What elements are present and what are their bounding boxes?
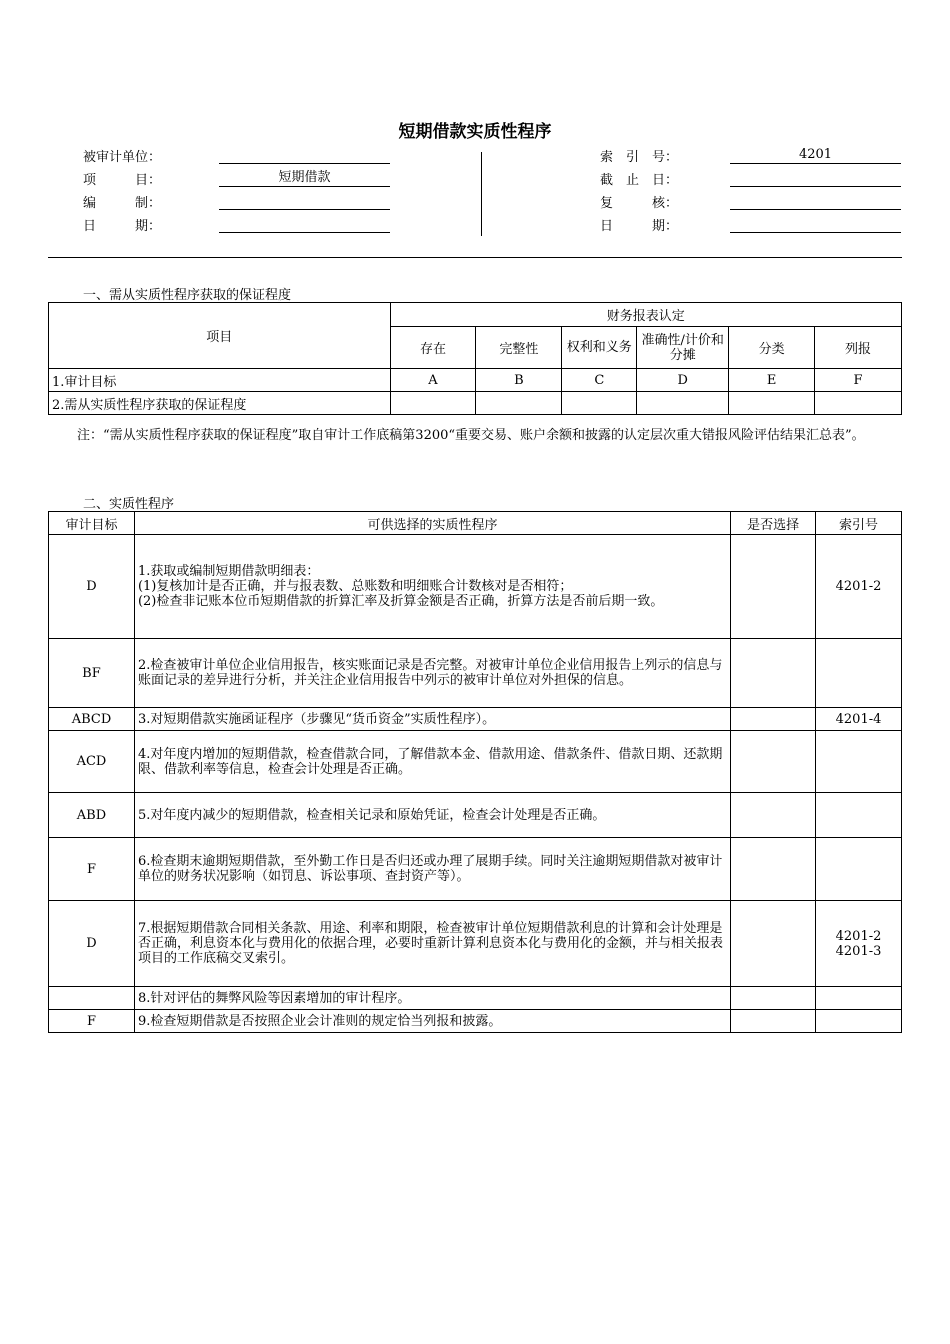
assurance-cell[interactable]	[562, 392, 637, 415]
assurance-cell[interactable]	[729, 392, 815, 415]
selected-cell[interactable]	[731, 535, 816, 639]
procedure-cell: 7.根据短期借款合同相关条款、用途、利率和期限，检查被审计单位短期借款利息的计算和会计处理是否正确，利息资本化与费用化的依据合理，必要时重新计算利息资本化与费用化的金额，并与相关报表项目的工作底稿交叉索引。	[134, 901, 730, 987]
ref-cell: 4201-4	[816, 708, 902, 731]
date-label: 日 期：	[83, 219, 162, 234]
procedure-cell: 2.检查被审计单位企业信用报告，核实账面记录是否完整。对被审计单位企业信用报告上列示的信息与账面记录的差异进行分析，并关注企业信用报告中列示的被审计单位对外担保的信息。	[134, 639, 730, 708]
table-row	[49, 392, 902, 415]
procedure-cell: 1.获取或编制短期借款明细表： (1)复核加计是否正确，并与报表数、总账数和明细账合计数核对是否相符； (2)检查非记账本位币短期借款的折算汇率及折算金额是否正确，折算方法是否前后期一致。	[134, 535, 730, 639]
cutoff-date-label: 截 止 日：	[600, 173, 679, 188]
selected-cell[interactable]	[731, 1010, 816, 1033]
ref-cell	[816, 987, 902, 1010]
assurance-cell[interactable]	[390, 392, 476, 415]
assertion-group-header: 财务报表认定	[390, 303, 901, 327]
selected-cell[interactable]	[731, 731, 816, 793]
reviewer-label: 复 核：	[600, 196, 679, 211]
preparer-field[interactable]	[219, 193, 390, 210]
ref-cell	[816, 793, 902, 838]
item-header: 项目	[49, 303, 391, 369]
index-number-field[interactable]: 4201	[730, 147, 901, 164]
col-presentation: 列报	[815, 327, 902, 369]
procedure-header: 可供选择的实质性程序	[134, 512, 730, 535]
selected-cell[interactable]	[731, 793, 816, 838]
preparer-label: 编 制：	[83, 196, 162, 211]
assurance-cell[interactable]	[815, 392, 902, 415]
row-label: 2.需从实质性程序获取的保证程度	[49, 392, 391, 415]
selected-cell[interactable]	[731, 639, 816, 708]
objective-cell: BF	[49, 639, 135, 708]
project-label: 项 目：	[83, 173, 162, 188]
reviewer-field[interactable]	[730, 193, 901, 210]
table-row	[49, 731, 902, 793]
header-divider	[481, 152, 482, 236]
page-title: 短期借款实质性程序	[398, 122, 552, 142]
ref-cell	[816, 639, 902, 708]
col-existence: 存在	[390, 327, 476, 369]
date-field[interactable]	[219, 216, 390, 233]
procedure-cell: 4.对年度内增加的短期借款，检查借款合同，了解借款本金、借款用途、借款条件、借款日期、还款期限、借款利率等信息，检查会计处理是否正确。	[134, 731, 730, 793]
table-row	[49, 639, 902, 708]
col-classification: 分类	[729, 327, 815, 369]
cell: F	[815, 369, 902, 392]
col-accuracy: 准确性/计价和分摊	[637, 327, 729, 369]
audited-unit-label: 被审计单位：	[83, 150, 162, 165]
table-row	[49, 987, 902, 1010]
objective-header: 审计目标	[49, 512, 135, 535]
cell: B	[476, 369, 562, 392]
cell: D	[637, 369, 729, 392]
col-rights: 权利和义务	[562, 327, 637, 369]
procedure-cell: 5.对年度内减少的短期借款，检查相关记录和原始凭证，检查会计处理是否正确。	[134, 793, 730, 838]
cell: C	[562, 369, 637, 392]
table-row	[49, 708, 902, 731]
table-row	[49, 535, 902, 639]
section2-heading: 二、实质性程序	[83, 497, 175, 512]
selected-cell[interactable]	[731, 987, 816, 1010]
table-row	[49, 1010, 902, 1033]
selected-header: 是否选择	[731, 512, 816, 535]
review-date-field[interactable]	[730, 216, 901, 233]
header-rule	[48, 257, 902, 258]
procedure-cell: 3.对短期借款实施函证程序（步骤见“货币资金”实质性程序）。	[134, 708, 730, 731]
cell: E	[729, 369, 815, 392]
assertion-table	[48, 302, 902, 415]
assurance-cell[interactable]	[637, 392, 729, 415]
table-row	[49, 369, 902, 392]
cell: A	[390, 369, 476, 392]
objective-cell	[49, 987, 135, 1010]
table-row	[49, 838, 902, 901]
cutoff-date-field[interactable]	[730, 170, 901, 187]
procedure-cell: 6.检查期末逾期短期借款，至外勤工作日是否归还或办理了展期手续。同时关注逾期短期借款对被审计单位的财务状况影响（如罚息、诉讼事项、查封资产等）。	[134, 838, 730, 901]
ref-cell	[816, 731, 902, 793]
col-completeness: 完整性	[476, 327, 562, 369]
objective-cell: F	[49, 1010, 135, 1033]
objective-cell: ACD	[49, 731, 135, 793]
review-date-label: 日 期：	[600, 219, 679, 234]
ref-cell: 4201-2 4201-3	[816, 901, 902, 987]
objective-cell: ABD	[49, 793, 135, 838]
project-field[interactable]: 短期借款	[219, 170, 390, 187]
ref-cell	[816, 1010, 902, 1033]
objective-cell: F	[49, 838, 135, 901]
table-row	[49, 793, 902, 838]
objective-cell: ABCD	[49, 708, 135, 731]
audited-unit-field[interactable]	[219, 147, 390, 164]
ref-header: 索引号	[816, 512, 902, 535]
table-row	[49, 901, 902, 987]
objective-cell: D	[49, 901, 135, 987]
procedure-table	[48, 511, 902, 1033]
selected-cell[interactable]	[731, 708, 816, 731]
ref-cell: 4201-2	[816, 535, 902, 639]
index-number-label: 索 引 号：	[600, 150, 679, 165]
section1-heading: 一、需从实质性程序获取的保证程度	[83, 288, 292, 303]
procedure-cell: 8.针对评估的舞弊风险等因素增加的审计程序。	[134, 987, 730, 1010]
objective-cell: D	[49, 535, 135, 639]
selected-cell[interactable]	[731, 901, 816, 987]
note-text: 注：“需从实质性程序获取的保证程度”取自审计工作底稿第3200“重要交易、账户余额和披露的认定层次重大错报风险评估结果汇总表”。	[77, 428, 865, 443]
ref-cell	[816, 838, 902, 901]
assurance-cell[interactable]	[476, 392, 562, 415]
procedure-cell: 9.检查短期借款是否按照企业会计准则的规定恰当列报和披露。	[134, 1010, 730, 1033]
selected-cell[interactable]	[731, 838, 816, 901]
row-label: 1.审计目标	[49, 369, 391, 392]
